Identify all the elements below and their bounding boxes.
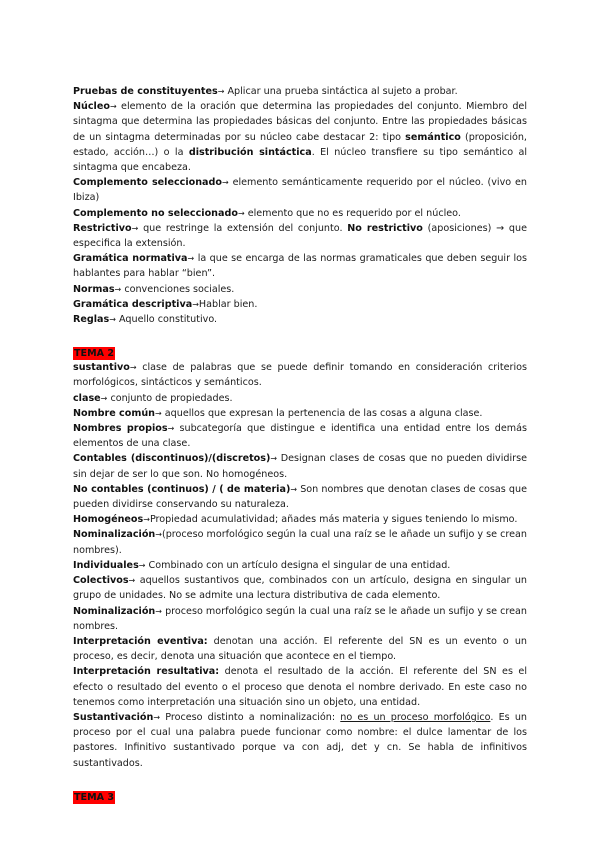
def-nominalizacion-1: Nominalización→(proceso morfológico según la cual una raíz se le añade un sufijo y se crean nombres). [73,529,527,556]
tema-3-heading: TEMA 3 [74,791,115,803]
def-gramatica-normativa: Gramática normativa→ la que se encarga de las normas gramaticales que deben seguir los hablantes para hablar “bien”. [73,253,527,280]
def-interpretacion-eventiva: Interpretación eventiva: denotan una acción. El referente del SN es un evento o un proceso, es decir, denota una situación que acontece en el tiempo. [73,635,527,663]
def-colectivos: Colectivos→ aquellos sustantivos que, combinados con un artículo, designa en singular un grupo de unidades. No se admite una lectura distributiva de cada elemento. [73,575,527,602]
def-sustantivo: sustantivo→ clase de palabras que se puede definir tomando en consideración criterios morfológicos, sintácticos y semánticos. [73,362,527,389]
def-sustantivacion: Sustantivación→ Proceso distinto a nominalización: no es un proceso morfológico. Es un proceso por el cual una palabra puede funcionar como nombre: el dulce lamentar de los pastores. Infinitivo sustantivado porque va con adj, det y cn. Se habla de infinitivos sustantivados. [73,711,528,769]
def-nominalizacion-2: Nominalización→ proceso morfológico según la cual una raíz se le añade un sufijo y se crean nombres. [73,605,527,632]
def-reglas: Reglas→ Aquello constitutivo. [73,314,218,326]
def-nucleo: Núcleo→ elemento de la oración que determina las propiedades del conjunto. Miembro del sintagma que determina las propiedades básicas del conjunto. Entre las propiedades básicas de un sintagma determinadas por su núcleo cabe destacar 2: tipo semántico (proposición, estado, acción…) o la distribución sintáctica. El núcleo transfiere su tipo semántico al sintagma que encabeza. [73,101,527,174]
def-restrictivo: Restrictivo→ que restringe la extensión del conjunto. No restrictivo (aposiciones) → que especifica la extensión. [73,222,528,250]
def-homogeneos: Homogéneos→Propiedad acumulatividad; añades más materia y sigues teniendo lo mismo. [73,514,518,526]
def-clase: clase→ conjunto de propiedades. [73,392,233,404]
def-individuales: Individuales→ Combinado con un artículo designa el singular de una entidad. [73,559,451,571]
def-normas: Normas→ convenciones sociales. [73,283,235,295]
def-contables: Contables (discontinuos)/(discretos)→ Designan clases de cosas que no pueden dividirse sin dejar de ser lo que son. No homogéneos. [73,453,527,480]
tema-2-heading: TEMA 2 [74,348,115,360]
def-pruebas: Pruebas de constituyentes→ Aplicar una prueba sintáctica al sujeto a probar. [73,86,458,97]
def-nombre-comun: Nombre común→ aquellos que expresan la pertenencia de las cosas a alguna clase. [73,407,483,419]
document-page [73,84,527,804]
def-no-contables: No contables (continuos) / ( de materia)→ Son nombres que denotan clases de cosas que pueden dividirse conservando su naturaleza. [73,483,527,511]
def-nombres-propios: Nombres propios→ subcategoría que distingue e identifica una entidad entre los demás elementos de una clase. [73,423,527,450]
def-complemento-no-seleccionado: Complemento no seleccionado→ elemento que no es requerido por el núcleo. [73,207,461,219]
def-complemento-seleccionado: Complemento seleccionado→ elemento semánticamente requerido por el núcleo. (vivo en Ibiza) [73,177,527,204]
def-gramatica-descriptiva: Gramática descriptiva→Hablar bien. [73,298,258,310]
def-interpretacion-resultativa: Interpretación resultativa: denota el resultado de la acción. El referente del SN es el efecto o resultado del evento o el proceso que denota el nombre derivado. En este caso no tenemos como interpretación una situación sino un objeto, una entidad. [73,666,527,708]
